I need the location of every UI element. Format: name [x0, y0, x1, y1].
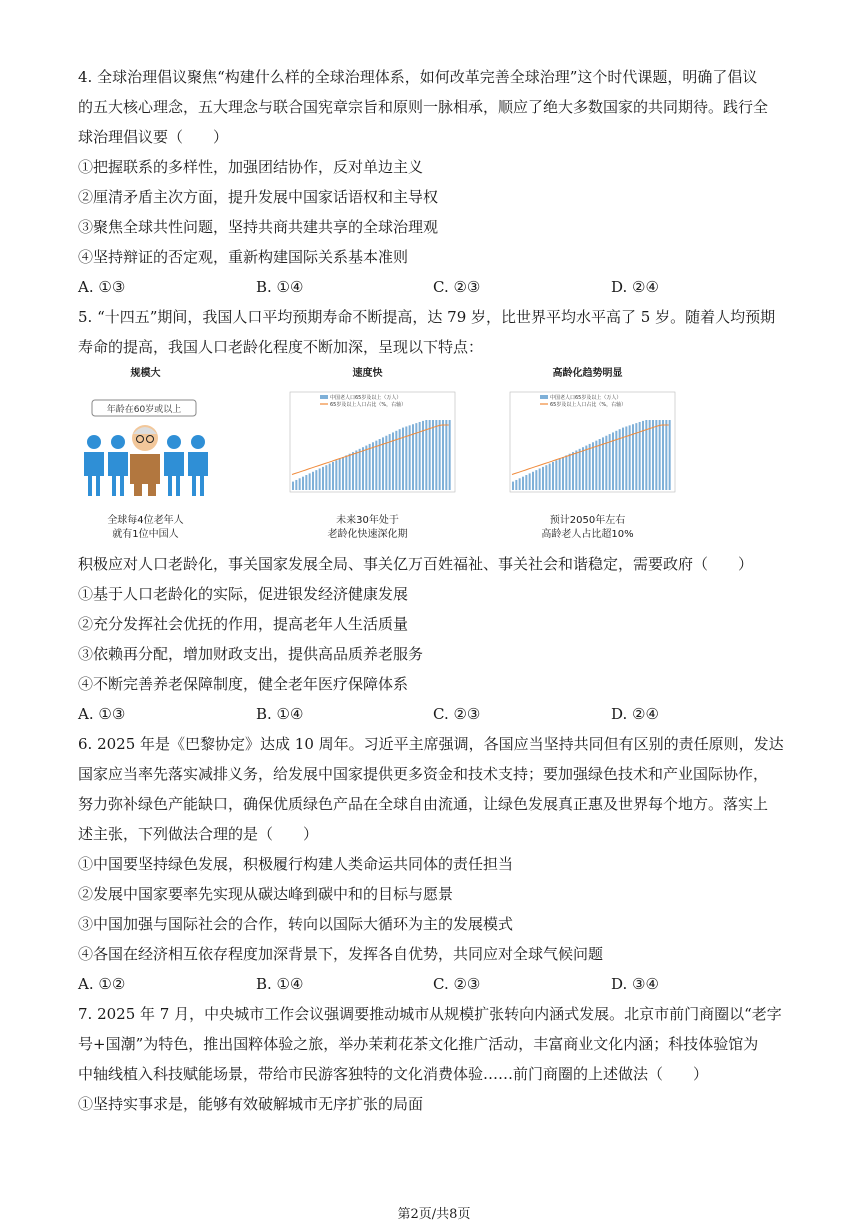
bar	[322, 467, 324, 490]
question-5-stem-line: 寿命的提高，我国人口老龄化程度不断加深，呈现以下特点：	[78, 338, 484, 356]
bar	[439, 420, 441, 490]
bar	[605, 436, 607, 490]
bar	[649, 420, 651, 490]
bar	[552, 462, 554, 490]
option-a: A. ①③	[78, 705, 126, 723]
figure-trend	[490, 362, 685, 547]
bar	[539, 468, 541, 490]
bar	[555, 460, 557, 490]
person-icon	[164, 435, 184, 496]
question-5-options	[78, 699, 798, 729]
question-4-item: ③聚焦全球共性问题，坚持共商共建共享的全球治理观	[78, 218, 439, 236]
legend-entry: 中国老人口65岁及以上（万人）	[550, 395, 622, 401]
bar	[652, 420, 654, 490]
option-d: D. ③④	[611, 975, 659, 993]
bar	[362, 447, 364, 490]
question-5-stem-line: 5. “十四五”期间，我国人口平均预期寿命不断提高，达 79 岁，比世界平均水平高了 5 岁。随着人均预期	[78, 308, 776, 326]
question-4-item: ②厘清矛盾主次方面，提升发展中国家话语权和主导权	[78, 188, 439, 206]
question-7-stem-line: 号+国潮”为特色，推出国粹体验之旅，举办茉莉花茶文化推广活动，丰富商业文化内涵；科技体验馆为	[78, 1035, 759, 1053]
bar	[445, 420, 447, 490]
person-icon	[84, 435, 104, 496]
figure-title: 速度快	[352, 368, 383, 379]
question-4-options	[78, 272, 798, 302]
page-footer: 第2页/共8页	[397, 1207, 471, 1222]
figure-caption-line: 高龄老人占比超10%	[541, 529, 634, 540]
option-d: D. ②④	[611, 278, 659, 296]
figure-speed	[270, 362, 465, 547]
option-d: D. ②④	[611, 705, 659, 723]
question-4-stem-line: 球治理倡议要（ ）	[78, 128, 229, 146]
trend-chart	[490, 384, 685, 509]
people-illustration	[78, 392, 213, 522]
bar	[519, 478, 521, 490]
person-icon	[108, 435, 128, 496]
figure-caption-line: 未来30年处于	[336, 515, 399, 526]
bar	[659, 420, 661, 490]
bar	[309, 473, 311, 490]
figure-caption-line: 就有1位中国人	[112, 529, 179, 540]
option-b: B. ①④	[256, 705, 304, 723]
bar	[532, 472, 534, 490]
bar	[372, 442, 374, 490]
bar	[425, 420, 427, 490]
question-6-stem-line: 6. 2025 年是《巴黎协定》达成 10 周年。习近平主席强调，各国应当坚持共同但有区别的责任原则，发达	[78, 735, 784, 753]
bar	[529, 473, 531, 490]
bar	[575, 450, 577, 490]
person-icon	[188, 435, 208, 496]
bar	[305, 475, 307, 490]
figure-caption-line: 全球每4位老年人	[107, 515, 184, 526]
figure-scale	[78, 362, 213, 547]
bar	[442, 420, 444, 490]
bar	[295, 480, 297, 490]
bar	[522, 477, 524, 490]
aging-figures	[78, 362, 698, 547]
legend-entry: 65岁及以上人口占比（%，右轴）	[550, 402, 627, 408]
legend-entry: 中国老人口65岁及以上（万人）	[330, 395, 402, 401]
option-c: C. ②③	[433, 705, 481, 723]
bar	[349, 454, 351, 490]
bar	[565, 455, 567, 490]
question-4-stem-line: 的五大核心理念，五大理念与联合国宪章宗旨和原则一脉相承，顺应了绝大多数国家的共同期待。践行全	[78, 98, 769, 116]
question-7-item: ①坚持实事求是，能够有效破解城市无序扩张的局面	[78, 1095, 424, 1113]
bar	[335, 460, 337, 490]
question-6-item: ①中国要坚持绿色发展，积极履行构建人类命运共同体的责任担当	[78, 855, 514, 873]
bar	[562, 457, 564, 490]
option-a: A. ①③	[78, 278, 126, 296]
bar	[602, 437, 604, 490]
bar	[512, 482, 514, 490]
question-6-item: ④各国在经济相互依存程度加深背景下，发挥各自优势，共同应对全球气候问题	[78, 945, 604, 963]
elderly-person-icon	[130, 425, 160, 496]
bar	[319, 468, 321, 490]
bar-series	[292, 420, 451, 490]
question-5-item: ③依赖再分配，增加财政支出，提供高品质养老服务	[78, 645, 424, 663]
question-6-item: ②发展中国家要率先实现从碳达峰到碳中和的目标与愿景	[78, 885, 454, 903]
bar	[569, 454, 571, 490]
question-4-item: ④坚持辩证的否定观，重新构建国际关系基本准则	[78, 248, 409, 266]
bar	[382, 437, 384, 490]
bar	[669, 420, 671, 490]
bar	[342, 457, 344, 490]
bar	[359, 449, 361, 490]
bar	[589, 444, 591, 490]
bar	[535, 470, 537, 490]
bar	[332, 462, 334, 490]
bar	[432, 420, 434, 490]
question-6-item: ③中国加强与国际社会的合作，转向以国际大循环为主的发展模式	[78, 915, 514, 933]
question-6-stem-line: 国家应当率先落实减排义务，给发展中国家提供更多资金和技术支持；要加强绿色技术和产业国际协作，	[78, 765, 769, 783]
bar	[312, 472, 314, 490]
bar	[325, 465, 327, 490]
bar	[345, 455, 347, 490]
bar	[379, 439, 381, 490]
bar	[542, 467, 544, 490]
bar	[655, 420, 657, 490]
option-c: C. ②③	[433, 278, 481, 296]
bar	[665, 420, 667, 490]
bar	[582, 447, 584, 490]
question-6-stem-line: 述主张，下列做法合理的是（ ）	[78, 825, 319, 843]
bar	[579, 449, 581, 490]
bar	[599, 439, 601, 490]
bar	[525, 475, 527, 490]
legend-entry: 65岁及以上人口占比（%，右轴）	[330, 402, 407, 408]
figure-caption-line: 预计2050年左右	[549, 515, 626, 526]
question-4-item: ①把握联系的多样性，加强团结协作，反对单边主义	[78, 158, 424, 176]
bar	[429, 420, 431, 490]
bar	[355, 450, 357, 490]
question-5-item: ④不断完善养老保障制度，健全老年医疗保障体系	[78, 675, 409, 693]
bar	[559, 459, 561, 490]
question-5-item: ②充分发挥社会优抚的作用，提高老年人生活质量	[78, 615, 409, 633]
bar	[365, 446, 367, 490]
bar	[329, 464, 331, 490]
speed-chart	[270, 384, 465, 509]
bar	[592, 442, 594, 490]
bar	[292, 482, 294, 490]
bar	[302, 477, 304, 490]
figure-title: 高龄化趋势明显	[552, 368, 623, 379]
question-4-stem-line: 4. 全球治理倡议聚焦“构建什么样的全球治理体系，如何改革完善全球治理”这个时代课题，明确了倡议	[78, 68, 758, 86]
bar	[352, 452, 354, 490]
question-6-options	[78, 969, 798, 999]
option-c: C. ②③	[433, 975, 481, 993]
bar	[369, 444, 371, 490]
bar	[595, 441, 597, 490]
bar	[662, 420, 664, 490]
bar	[375, 441, 377, 490]
speech-bubble-text: 年龄在60岁或以上	[106, 405, 182, 415]
bar	[435, 420, 437, 490]
figure-caption-line: 老龄化快速深化期	[327, 529, 408, 540]
bar	[515, 480, 517, 490]
option-b: B. ①④	[256, 278, 304, 296]
bar	[315, 470, 317, 490]
figure-title: 规模大	[130, 368, 161, 379]
bar	[385, 436, 387, 490]
bar	[572, 452, 574, 490]
bar	[545, 465, 547, 490]
question-7-stem-line: 7. 2025 年 7 月，中央城市工作会议强调要推动城市从规模扩张转向内涵式发展。北京市前门商圈以“老字	[78, 1005, 782, 1023]
bar	[549, 464, 551, 490]
question-7-stem-line: 中轴线植入科技赋能场景，带给市民游客独特的文化消费体验……前门商圈的上述做法（ ）	[78, 1065, 709, 1083]
question-6-stem-line: 努力弥补绿色产能缺口，确保优质绿色产品在全球自由流通，让绿色发展真正惠及世界每个地方。落实上	[78, 795, 769, 813]
bar	[449, 420, 451, 490]
bar	[585, 446, 587, 490]
bar	[645, 420, 647, 490]
option-a: A. ①②	[78, 975, 126, 993]
bar	[339, 459, 341, 490]
question-5-item: ①基于人口老龄化的实际，促进银发经济健康发展	[78, 585, 409, 603]
bar	[299, 478, 301, 490]
bar-series	[512, 420, 671, 490]
option-b: B. ①④	[256, 975, 304, 993]
question-5-stem-line: 积极应对人口老龄化，事关国家发展全局、事关亿万百姓福祉、事关社会和谐稳定，需要政府（ ）	[78, 555, 754, 573]
